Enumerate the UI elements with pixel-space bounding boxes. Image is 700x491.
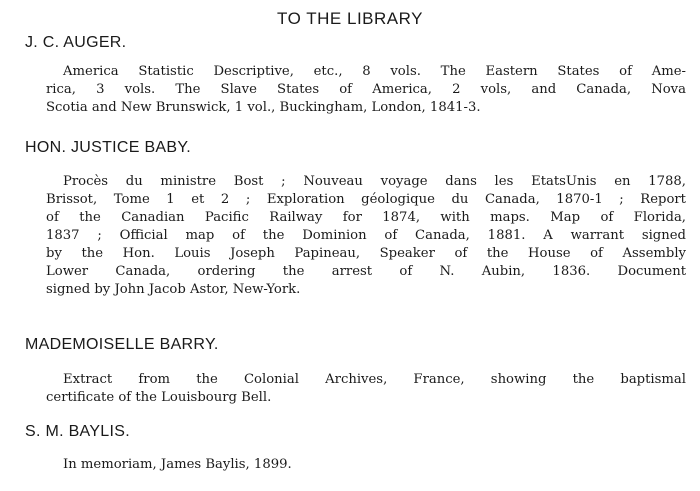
description-line: Scotia and New Brunswick, 1 vol., Buckingham, London, 1841-3. — [46, 100, 481, 115]
description-line: Extract from the Colonial Archives, France, showing the baptismal — [63, 372, 686, 387]
donation-description-baby — [46, 173, 686, 299]
description-line: In memoriam, James Baylis, 1899. — [63, 457, 292, 472]
description-line: of the Canadian Pacific Railway for 1874, with maps. Map of Florida, — [46, 210, 686, 225]
description-line: 1837 ; Official map of the Dominion of Canada, 1881. A warrant signed — [46, 228, 686, 243]
donation-description-barry — [46, 371, 686, 407]
donor-name-baylis: S. M. BAYLIS. — [25, 423, 130, 440]
description-line: Brissot, Tome 1 et 2 ; Exploration géologique du Canada, 1870-1 ; Report — [46, 192, 686, 207]
section-heading: TO THE LIBRARY — [277, 9, 423, 28]
description-line: Procès du ministre Bost ; Nouveau voyage dans les EtatsUnis en 1788, — [63, 174, 686, 189]
donation-description-auger — [46, 63, 686, 117]
donor-name-barry: MADEMOISELLE BARRY. — [25, 336, 219, 353]
description-line: America Statistic Descriptive, etc., 8 vols. The Eastern States of Ame- — [63, 64, 686, 79]
description-line: certificate of the Louisbourg Bell. — [46, 390, 272, 405]
description-line: rica, 3 vols. The Slave States of America, 2 vols, and Canada, Nova — [46, 82, 686, 97]
description-line: by the Hon. Louis Joseph Papineau, Speaker of the House of Assembly — [46, 246, 686, 261]
donor-name-auger: J. C. AUGER. — [25, 34, 127, 51]
donation-description-baylis — [46, 456, 686, 474]
description-line: signed by John Jacob Astor, New-York. — [46, 282, 301, 297]
donor-name-baby: HON. JUSTICE BABY. — [25, 139, 192, 156]
description-line: Lower Canada, ordering the arrest of N. Aubin, 1836. Document — [46, 264, 686, 279]
